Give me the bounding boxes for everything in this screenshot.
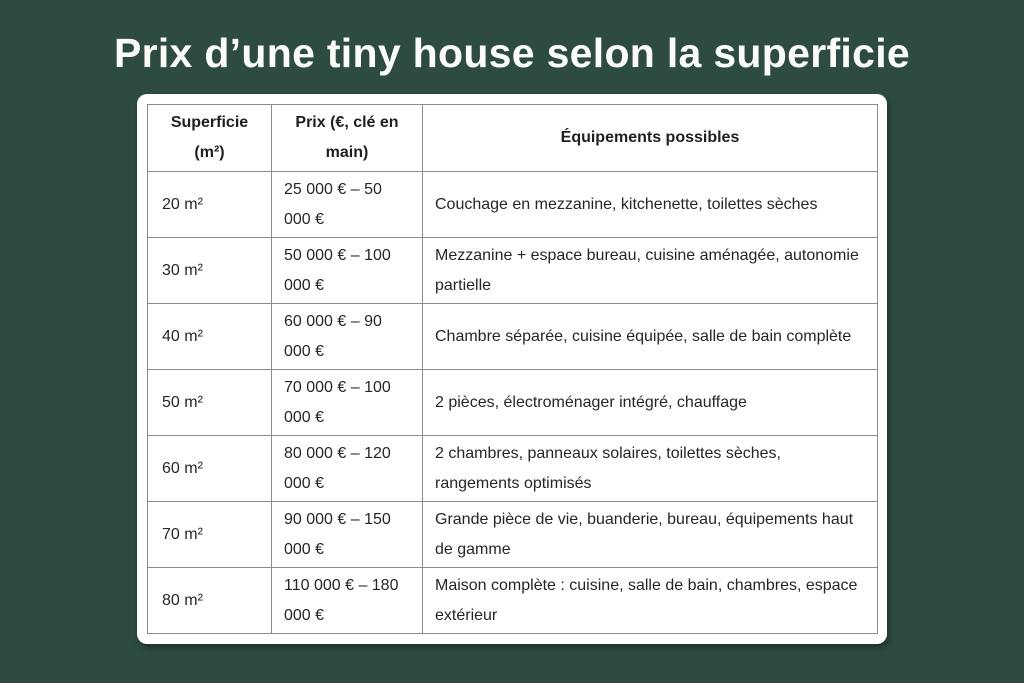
equipements-cell: 2 chambres, panneaux solaires, toilettes sèches, rangements optimisés [423,436,878,502]
equipements-cell: Couchage en mezzanine, kitchenette, toilettes sèches [423,172,878,238]
table-row [148,436,878,502]
page-title: Prix d’une tiny house selon la superficie [113,30,911,76]
superficie-cell: 30 m² [148,238,272,304]
header-row [148,105,878,172]
equipements-cell: Chambre séparée, cuisine équipée, salle de bain complète [423,304,878,370]
table-row [148,370,878,436]
superficie-cell: 80 m² [148,568,272,634]
prix-cell: 25 000 € – 50 000 € [272,172,423,238]
prix-cell: 80 000 € – 120 000 € [272,436,423,502]
prix-cell: 110 000 € – 180 000 € [272,568,423,634]
equipements-cell: Grande pièce de vie, buanderie, bureau, équipements haut de gamme [423,502,878,568]
table-card [137,94,887,644]
equipements-cell: 2 pièces, électroménager intégré, chauffage [423,370,878,436]
table-row [148,172,878,238]
superficie-cell: 70 m² [148,502,272,568]
superficie-cell: 40 m² [148,304,272,370]
table-row [148,568,878,634]
table-row [148,238,878,304]
table-row [148,304,878,370]
prix-cell: 70 000 € – 100 000 € [272,370,423,436]
col-header-superficie: Superficie (m²) [148,105,272,172]
superficie-cell: 50 m² [148,370,272,436]
prix-cell: 50 000 € – 100 000 € [272,238,423,304]
price-table [147,104,878,634]
equipements-cell: Mezzanine + espace bureau, cuisine aménagée, autonomie partielle [423,238,878,304]
prix-cell: 90 000 € – 150 000 € [272,502,423,568]
superficie-cell: 20 m² [148,172,272,238]
superficie-cell: 60 m² [148,436,272,502]
prix-cell: 60 000 € – 90 000 € [272,304,423,370]
table-row [148,502,878,568]
equipements-cell: Maison complète : cuisine, salle de bain, chambres, espace extérieur [423,568,878,634]
col-header-equipements: Équipements possibles [423,105,878,172]
col-header-prix: Prix (€, clé en main) [272,105,423,172]
